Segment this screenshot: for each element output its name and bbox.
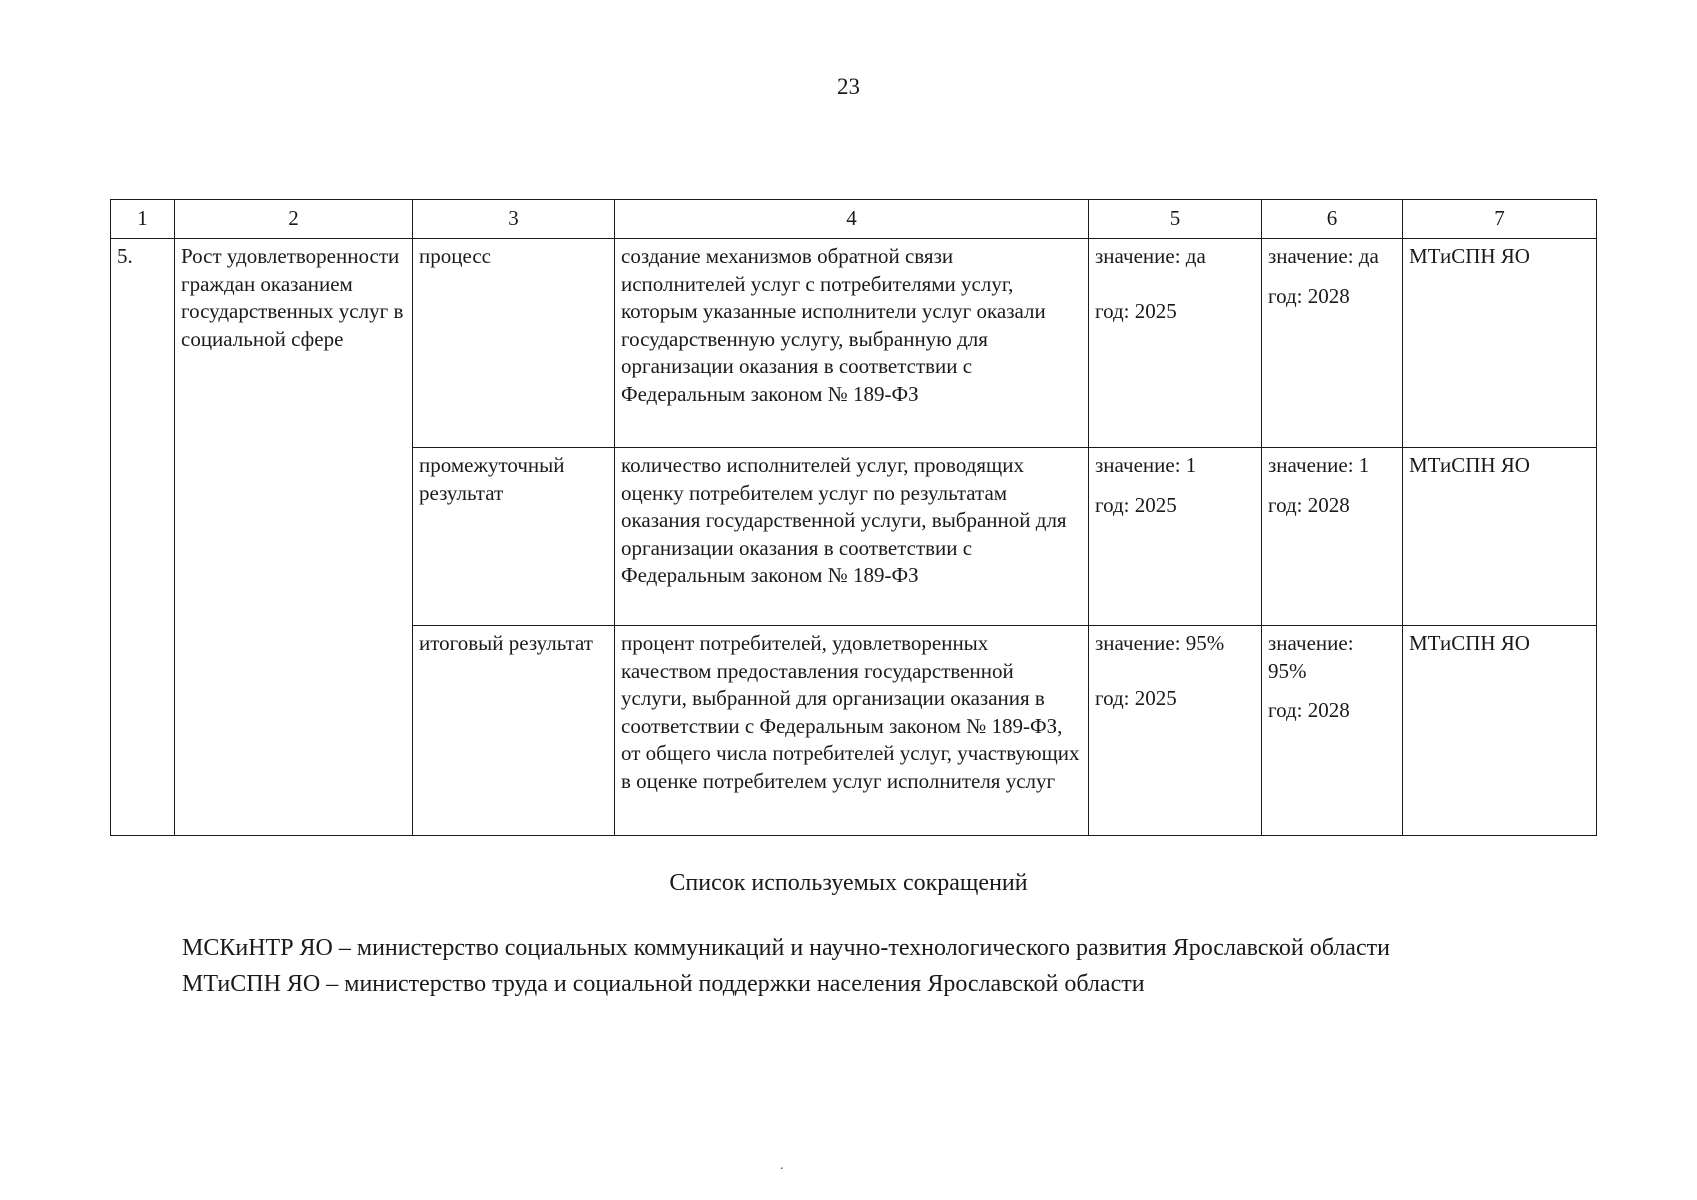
target-value: значение: да	[1268, 244, 1379, 268]
header-col-5: 5	[1089, 200, 1262, 239]
abbreviation-item: МТиСПН ЯО – министерство труда и социальной поддержки населения Ярославской области	[182, 971, 1145, 997]
responsible-cell: МТиСПН ЯО	[1403, 626, 1597, 836]
header-col-3: 3	[413, 200, 615, 239]
indicator-description: создание механизмов обратной связи исполнителей услуг с потребителями услуг, которым указанные исполнители услуг оказали государственную услугу, выбранную для организации оказания в соответствии с Федеральным законом № 189-ФЗ	[615, 239, 1089, 448]
base-value: значение: 1	[1095, 453, 1197, 477]
header-col-6: 6	[1262, 200, 1403, 239]
base-value-cell	[1089, 239, 1262, 448]
target-year: год: 2028	[1268, 698, 1350, 722]
base-year: год: 2025	[1095, 685, 1177, 710]
header-col-1: 1	[111, 200, 175, 239]
responsible-cell: МТиСПН ЯО	[1403, 448, 1597, 626]
target-value-cell	[1262, 239, 1403, 448]
target-value-cell	[1262, 626, 1403, 836]
abbreviations-list	[110, 934, 1596, 1006]
indicator-description: процент потребителей, удовлетворенных качеством предоставления государственной услуги, выбранной для организации оказания в соответствии с Федеральным законом № 189-ФЗ, от общего числа потребителей услуг, участвующих в оценке потребителем услуг исполнителя услуг	[615, 626, 1089, 836]
page-number: 23	[837, 74, 860, 99]
target-value-cell	[1262, 448, 1403, 626]
scan-speck: .	[780, 1158, 784, 1173]
target-value: значение: 95%	[1268, 631, 1354, 683]
base-year: год: 2025	[1095, 298, 1177, 323]
base-value: значение: 95%	[1095, 631, 1225, 655]
responsible-cell: МТиСПН ЯО	[1403, 239, 1597, 448]
header-col-2: 2	[175, 200, 413, 239]
header-col-7: 7	[1403, 200, 1597, 239]
table-header-row	[111, 200, 1597, 239]
target-value: значение: 1	[1268, 453, 1370, 477]
base-value-cell	[1089, 448, 1262, 626]
base-value: значение: да	[1095, 244, 1206, 268]
indicator-description: количество исполнителей услуг, проводящих оценку потребителем услуг по результатам оказания государственной услуги, выбранной для организации оказания в соответствии с Федеральным законом № 189-ФЗ	[615, 448, 1089, 626]
base-value-cell	[1089, 626, 1262, 836]
target-year: год: 2028	[1268, 492, 1350, 517]
indicator-type: процесс	[413, 239, 615, 448]
header-col-4: 4	[615, 200, 1089, 239]
row-number: 5.	[111, 239, 175, 836]
abbreviation-item: МСКиНТР ЯО – министерство социальных коммуникаций и научно-технологического развития Ярославской области	[182, 935, 1390, 961]
indicators-table	[110, 199, 1597, 836]
table-row	[111, 239, 1597, 448]
base-year: год: 2025	[1095, 492, 1177, 517]
goal-cell: Рост удовлетворенности граждан оказанием государственных услуг в социальной сфере	[175, 239, 413, 836]
indicator-type: итоговый результат	[413, 626, 615, 836]
target-year: год: 2028	[1268, 283, 1350, 308]
abbreviations-title: Список используемых сокращений	[669, 870, 1028, 896]
indicator-type: промежуточный результат	[413, 448, 615, 626]
